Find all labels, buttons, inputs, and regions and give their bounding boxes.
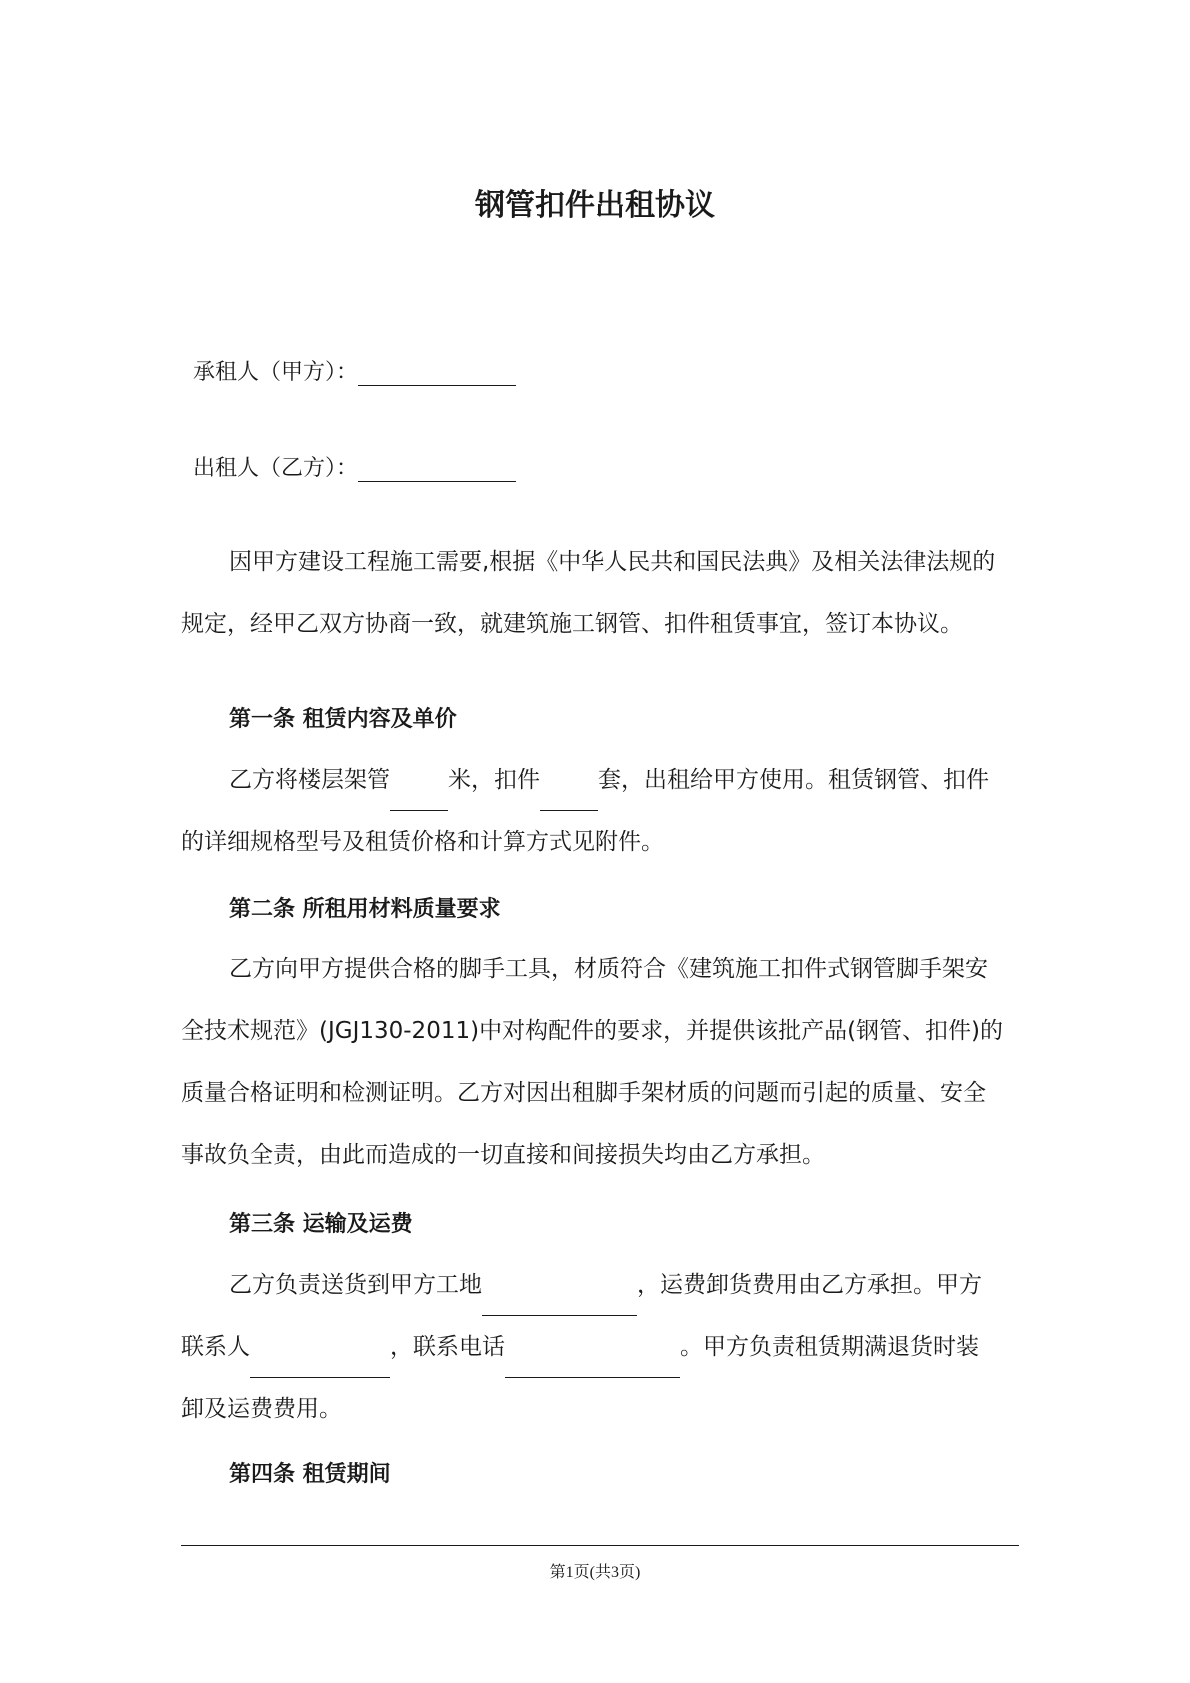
clamp-count-blank[interactable] — [540, 788, 598, 811]
pipe-length-blank[interactable] — [390, 788, 448, 811]
article3-line — [181, 1316, 1016, 1378]
article4-heading: 第四条 租赁期间 — [229, 1462, 391, 1487]
article1-line — [181, 749, 1016, 811]
lessee-blank[interactable] — [358, 363, 516, 386]
document-title: 钢管扣件出租协议 — [475, 188, 715, 223]
footer-divider — [181, 1545, 1019, 1546]
lessee-line — [193, 355, 516, 386]
article3-line — [181, 1254, 1016, 1316]
article1-line: 的详细规格型号及租赁价格和计算方式见附件。 — [181, 829, 664, 855]
text: 联系人 — [181, 1334, 250, 1360]
text: 米，扣件 — [448, 767, 540, 793]
phone-blank[interactable] — [505, 1355, 680, 1378]
article1-paragraph — [181, 749, 1016, 873]
text: 乙方负责送货到甲方工地 — [229, 1272, 482, 1298]
article3-paragraph — [181, 1254, 1016, 1440]
article3-line: 卸及运费费用。 — [181, 1396, 342, 1422]
article2-line: 质量合格证明和检测证明。乙方对因出租脚手架材质的问题而引起的质量、安全 — [181, 1080, 986, 1106]
text: ，联系电话 — [390, 1334, 505, 1360]
lessor-line — [193, 451, 516, 482]
text: 套，出租给甲方使用。租赁钢管、扣件 — [598, 767, 989, 793]
article2-line: 乙方向甲方提供合格的脚手工具，材质符合《建筑施工扣件式钢管脚手架安 — [229, 956, 988, 982]
contact-blank[interactable] — [250, 1355, 390, 1378]
article3-heading: 第三条 运输及运费 — [229, 1212, 413, 1237]
article2-heading: 第二条 所租用材料质量要求 — [229, 897, 501, 922]
lessor-label: 出租人（乙方）： — [193, 456, 359, 481]
article1-heading: 第一条 租赁内容及单价 — [229, 707, 457, 732]
article2-line: 全技术规范》(JGJ130-2011)中对构配件的要求，并提供该批产品(钢管、扣件)的 — [181, 1018, 1004, 1044]
lessor-blank[interactable] — [358, 459, 516, 482]
site-blank[interactable] — [482, 1293, 637, 1316]
article2-line: 事故负全责，由此而造成的一切直接和间接损失均由乙方承担。 — [181, 1142, 825, 1168]
intro-line: 规定，经甲乙双方协商一致，就建筑施工钢管、扣件租赁事宜，签订本协议。 — [181, 611, 963, 637]
lessee-label: 承租人（甲方）： — [193, 360, 359, 385]
intro-line: 因甲方建设工程施工需要,根据《中华人民共和国民法典》及相关法律法规的 — [229, 549, 996, 575]
text: ，运费卸货费用由乙方承担。甲方 — [637, 1272, 982, 1298]
text: 。甲方负责租赁期满退货时装 — [680, 1334, 979, 1360]
page-number: 第1页(共3页) — [549, 1564, 641, 1581]
text: 乙方将楼层架管 — [229, 767, 390, 793]
intro-paragraph — [181, 531, 1016, 655]
article2-paragraph — [181, 938, 1016, 1186]
